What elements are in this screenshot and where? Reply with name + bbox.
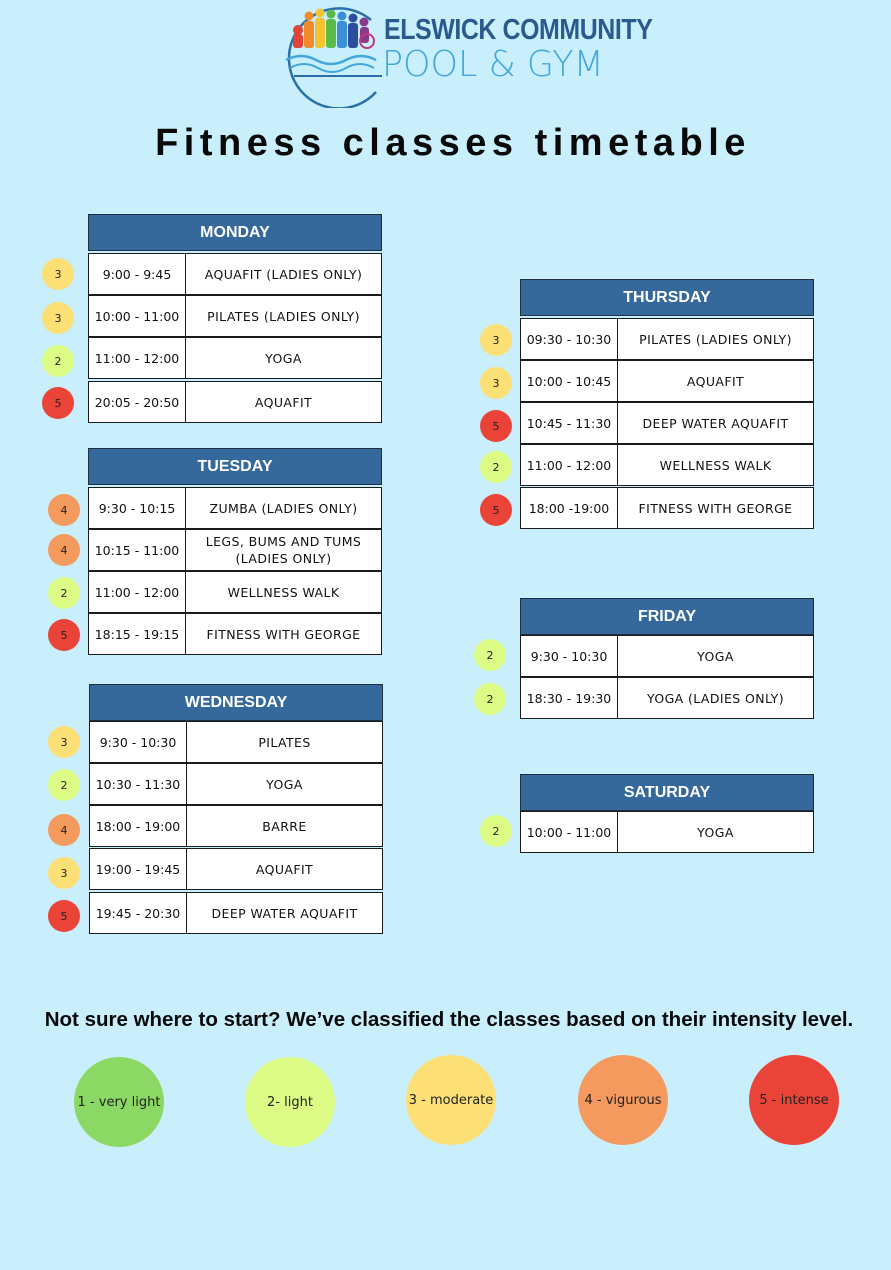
table-row: [520, 811, 814, 853]
table-row: [89, 848, 383, 890]
class-name: YOGA: [697, 648, 734, 664]
class-name: PILATES (LADIES ONLY): [207, 308, 360, 324]
class-time: 19:45 - 20:30: [90, 893, 187, 933]
class-time: 18:15 - 19:15: [89, 614, 186, 654]
class-time: 19:00 - 19:45: [90, 849, 187, 889]
class-name: PILATES (LADIES ONLY): [639, 331, 792, 347]
table-row: [520, 487, 814, 529]
intensity-badge: 4: [48, 814, 80, 846]
table-row: [88, 529, 382, 571]
table-row: [89, 721, 383, 763]
class-name: FITNESS WITH GEORGE: [638, 500, 793, 516]
intensity-badge: 3: [42, 258, 74, 290]
logo-emblem-icon: [276, 0, 386, 108]
table-row: [88, 253, 382, 295]
day-header: MONDAY: [88, 214, 382, 251]
table-row: [88, 571, 382, 613]
intensity-badge: 2: [48, 577, 80, 609]
intensity-badge: 5: [480, 494, 512, 526]
intensity-badge: 3: [480, 367, 512, 399]
table-row: [520, 318, 814, 360]
intensity-badge: 2: [48, 769, 80, 801]
day-header: SATURDAY: [520, 774, 814, 811]
table-row: [520, 402, 814, 444]
class-name: YOGA: [697, 824, 734, 840]
class-name: YOGA: [266, 776, 303, 792]
class-time: 9:30 - 10:15: [89, 488, 186, 528]
table-row: [88, 295, 382, 337]
class-time: 11:00 - 12:00: [89, 572, 186, 612]
class-time: 9:30 - 10:30: [90, 722, 187, 762]
class-name: FITNESS WITH GEORGE: [206, 626, 361, 642]
intensity-badge: 2: [480, 451, 512, 483]
class-time: 11:00 - 12:00: [89, 338, 186, 378]
class-name: DEEP WATER AQUAFIT: [642, 415, 789, 431]
class-time: 09:30 - 10:30: [521, 319, 618, 359]
class-name: WELLNESS WALK: [227, 584, 340, 600]
day-header: WEDNESDAY: [89, 684, 383, 721]
class-name: YOGA (LADIES ONLY): [646, 690, 784, 706]
intensity-badge: 2: [42, 345, 74, 377]
class-time: 18:00 -19:00: [521, 488, 618, 528]
table-row: [520, 360, 814, 402]
day-header: TUESDAY: [88, 448, 382, 485]
intensity-badge: 3: [480, 324, 512, 356]
logo-title: ELSWICK COMMUNITY: [384, 14, 653, 46]
table-row: [520, 635, 814, 677]
table-row: [520, 444, 814, 486]
class-time: 10:00 - 11:00: [89, 296, 186, 336]
class-name: AQUAFIT (LADIES ONLY): [204, 266, 363, 282]
table-row: [88, 337, 382, 379]
intensity-badge: 3: [48, 726, 80, 758]
class-time: 11:00 - 12:00: [521, 445, 618, 485]
class-name: DEEP WATER AQUAFIT: [211, 905, 358, 921]
day-header: THURSDAY: [520, 279, 814, 316]
class-time: 10:15 - 11:00: [89, 530, 186, 570]
class-time: 9:30 - 10:30: [521, 636, 618, 676]
intensity-badge: 4: [48, 494, 80, 526]
class-name: AQUAFIT: [255, 861, 314, 877]
intensity-badge: 3: [48, 857, 80, 889]
legend-level-2: 2- light: [245, 1057, 335, 1147]
intensity-badge: 5: [48, 619, 80, 651]
class-name: LEGS, BUMS AND TUMS (LADIES ONLY): [205, 534, 362, 566]
legend-level-4: 4 - vigurous: [578, 1055, 668, 1145]
intensity-badge: 4: [48, 534, 80, 566]
intensity-badge: 2: [474, 639, 506, 671]
intensity-badge: 3: [42, 302, 74, 334]
class-time: 18:30 - 19:30: [521, 678, 618, 718]
table-row: [89, 763, 383, 805]
class-name: PILATES: [258, 734, 311, 750]
table-row: [88, 613, 382, 655]
intensity-badge: 2: [480, 815, 512, 847]
class-time: 20:05 - 20:50: [89, 382, 186, 422]
intensity-badge: 5: [480, 410, 512, 442]
table-row: [88, 487, 382, 529]
class-time: 18:00 - 19:00: [90, 806, 187, 846]
day-header: FRIDAY: [520, 598, 814, 635]
legend-level-5: 5 - intense: [749, 1055, 839, 1145]
class-time: 10:00 - 11:00: [521, 812, 618, 852]
legend-level-1: 1 - very light: [74, 1057, 164, 1147]
class-name: AQUAFIT: [686, 373, 745, 389]
intensity-badge: 5: [48, 900, 80, 932]
legend-level-3: 3 - moderate: [406, 1055, 496, 1145]
logo-subtitle: POOL & GYM: [382, 44, 604, 85]
intensity-badge: 5: [42, 387, 74, 419]
class-name: WELLNESS WALK: [659, 457, 772, 473]
class-time: 10:45 - 11:30: [521, 403, 618, 443]
class-name: ZUMBA (LADIES ONLY): [209, 500, 358, 516]
class-time: 10:00 - 10:45: [521, 361, 618, 401]
table-row: [520, 677, 814, 719]
intensity-badge: 2: [474, 683, 506, 715]
class-name: AQUAFIT: [254, 394, 313, 410]
class-time: 9:00 - 9:45: [89, 254, 186, 294]
page-title: Fitness classes timetable: [155, 122, 751, 164]
logo: [276, 0, 653, 108]
class-time: 10:30 - 11:30: [90, 764, 187, 804]
table-row: [88, 381, 382, 423]
class-name: YOGA: [265, 350, 302, 366]
intensity-intro: Not sure where to start? We’ve classified the classes based on their intensity level.: [44, 1008, 854, 1031]
table-row: [89, 892, 383, 934]
class-name: BARRE: [262, 818, 307, 834]
table-row: [89, 805, 383, 847]
